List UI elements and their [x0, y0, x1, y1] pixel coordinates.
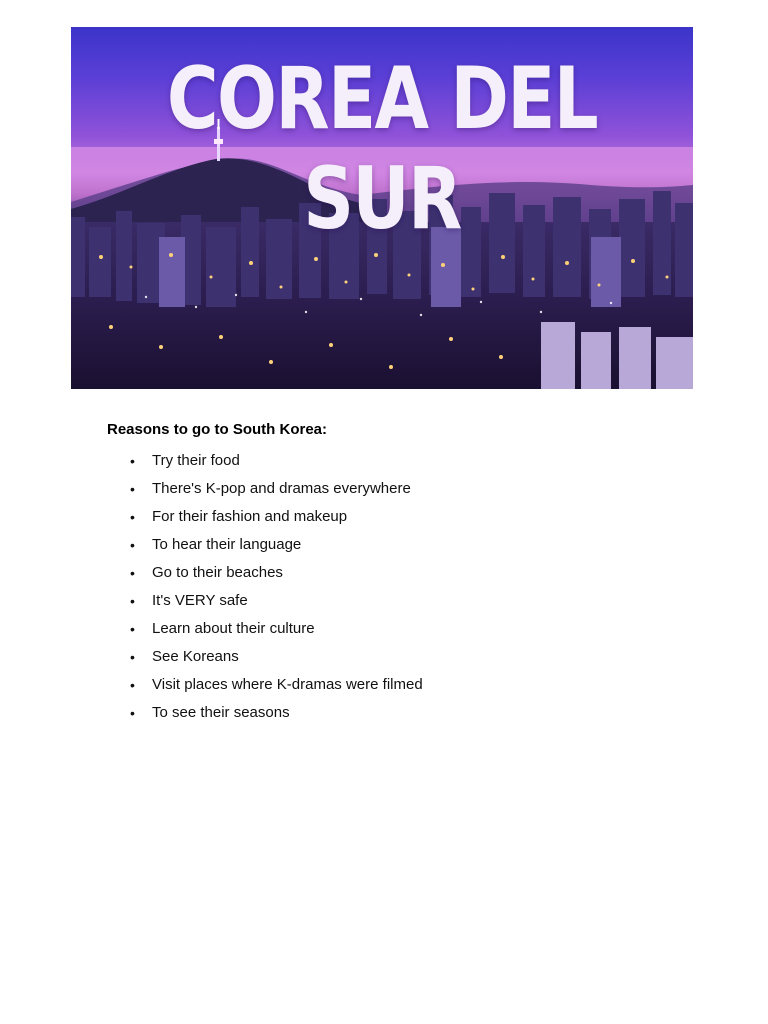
bullet-icon: • [130, 593, 135, 609]
list-item-text: Learn about their culture [152, 620, 315, 637]
list-item [128, 619, 423, 647]
list-item [128, 647, 423, 675]
bullet-icon: • [130, 677, 135, 693]
list-item [128, 563, 423, 591]
bullet-icon: • [130, 705, 135, 721]
list-item-text: There's K-pop and dramas everywhere [152, 480, 411, 497]
list-item [128, 507, 423, 535]
bullet-icon: • [130, 537, 135, 553]
reasons-heading: Reasons to go to South Korea: [107, 421, 328, 438]
bullet-icon: • [130, 481, 135, 497]
list-item [128, 535, 423, 563]
list-item [128, 703, 423, 731]
list-item-text: Go to their beaches [152, 564, 283, 581]
reasons-list [128, 451, 423, 731]
list-item-text: For their fashion and makeup [152, 508, 348, 525]
list-item-text: See Koreans [152, 648, 239, 665]
list-item-text: It's VERY safe [152, 592, 248, 609]
city-banner-image [71, 27, 693, 389]
bullet-icon: • [130, 453, 135, 469]
list-item [128, 675, 423, 703]
list-item-text: Try their food [152, 452, 240, 469]
list-item [128, 479, 423, 507]
banner-title: COREA DEL SUR [166, 49, 598, 249]
bullet-icon: • [130, 621, 135, 637]
list-item [128, 451, 423, 479]
list-item-text: To hear their language [152, 536, 302, 553]
list-item-text: Visit places where K-dramas were filmed [152, 676, 423, 693]
bullet-icon: • [130, 649, 135, 665]
bullet-icon: • [130, 565, 135, 581]
bullet-icon: • [130, 509, 135, 525]
list-item [128, 591, 423, 619]
list-item-text: To see their seasons [152, 704, 290, 721]
